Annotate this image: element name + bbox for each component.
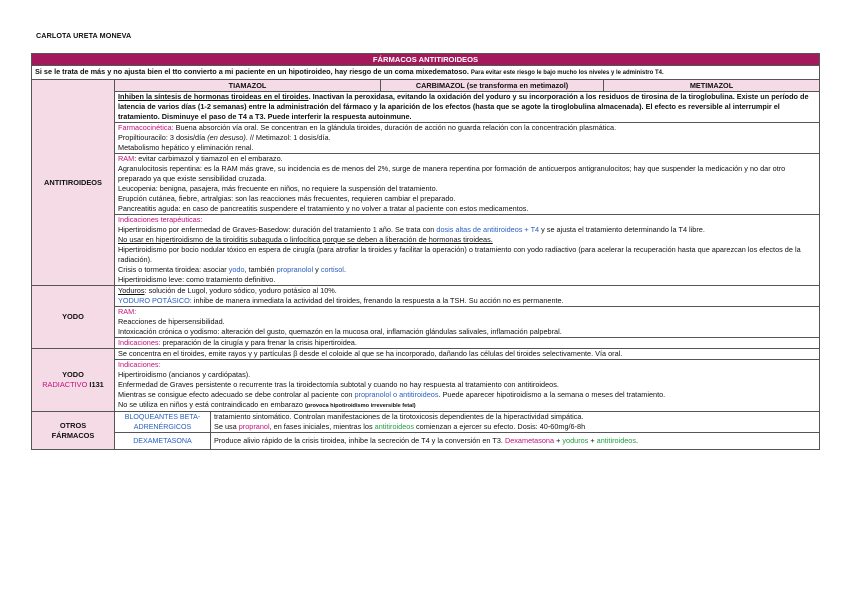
- yodo-rad-row-2: [32, 360, 820, 412]
- yodo-text: [115, 286, 820, 307]
- indic-line2: No usar en hipertiroidismo de la tiroiditis subaguda o linfocítica porque se deben a liberación de hormonas tiroideas.: [118, 235, 493, 244]
- column-carbimazol: CARBIMAZOL (se transforma en metimazol): [381, 80, 604, 92]
- beta-line2a: Se usa: [214, 422, 239, 431]
- yodo-row-2: [32, 307, 820, 338]
- indic-line4f: cortisol: [320, 265, 344, 274]
- yodo-line2b: inhibe de manera inmediata la actividad del tiroides, frenando la respuesta a la TSH. Su acción no es permanente.: [191, 296, 564, 305]
- dexa-word1: Dexametasona: [504, 436, 555, 445]
- pk-line2-italic: (en desuso): [207, 133, 246, 142]
- beta-blockers-text: [211, 412, 820, 433]
- otros-label1: OTROS: [59, 420, 87, 430]
- yodo-row-3: [32, 338, 820, 349]
- warning-text: [32, 66, 820, 80]
- yodo-line1a: Yoduros: [118, 286, 145, 295]
- yodo-rad-indic4a: No se utiliza en niños y está contraindicado en embarazo: [118, 400, 305, 409]
- yodo-rad-label1: YODO: [62, 370, 84, 379]
- table-title-row: [32, 54, 820, 66]
- yodo-rad-indic3a: Mientras se consigue efecto adecuado se debe controlar al paciente con: [118, 390, 355, 399]
- indic-line4b: yodo: [228, 265, 245, 274]
- ram-line2: Agranulocitosis repentina: es la RAM más grave, su incidencia es de menos del 2%, surge de manera repentina por formación de anticuerpos antigranulocitos; hay que suspender la medicación y no dar otro preparado ya que existe sensibilidad cruzada.: [118, 164, 786, 183]
- dexa-word3: antitiroideos: [596, 436, 637, 445]
- yodo-rad-indications: [115, 360, 820, 412]
- pk-line2a: Propiltiouracilo: 3 dosis/día: [118, 133, 208, 142]
- yodo-rad-indic3c: . Puede aparecer hipotiroidismo a la semana o meses del tratamiento.: [438, 390, 666, 399]
- yodo-rad-indic3b: propranolol o antitiroideos: [354, 390, 439, 399]
- yodo-row-1: [32, 286, 820, 307]
- yodo-indications-text: [115, 338, 820, 349]
- mechanism-row: [32, 92, 820, 123]
- beta-blockers-label: BLOQUEANTES BETA-ADRENÉRGICOS: [115, 412, 211, 433]
- dexa-line1: Produce alivio rápido de la crisis tiroidea, inhibe la secreción de T4 y la conversión en T3.: [214, 436, 505, 445]
- indic-line4e: y: [313, 265, 321, 274]
- yodo-rad-indic-label: Indicaciones:: [118, 360, 161, 369]
- beta-line2d: antitiroideos: [374, 422, 414, 431]
- otros-label2: FÁRMACOS: [51, 430, 95, 440]
- indic-line4d: propranolol: [276, 265, 314, 274]
- yodo-indic-label: Indicaciones:: [118, 338, 161, 347]
- indic-line4c: , también: [244, 265, 277, 274]
- yodo-ram-line1: Reacciones de hipersensibilidad.: [118, 317, 225, 326]
- yodo-rad-label3: I131: [87, 380, 104, 389]
- yodo-rad-row-1: [32, 349, 820, 360]
- beta-line2e: comienzan a ejercer su efecto. Dosis: 40-60mg/6-8h: [414, 422, 586, 431]
- pk-label: Farmacocinética:: [118, 123, 174, 132]
- mechanism-underlined: Inhiben la síntesis de hormonas tiroideas en el tiroides: [118, 92, 309, 101]
- ram-text: [115, 154, 820, 215]
- dexametasona-text: [211, 433, 820, 450]
- drug-columns-row: [32, 80, 820, 92]
- ram-line3: Leucopenia: benigna, pasajera, más frecuente en niños, no requiere la suspensión del tratamiento.: [118, 184, 438, 193]
- indications-label: Indicaciones terapéuticas:: [118, 215, 203, 224]
- otros-row-2: [32, 433, 820, 450]
- indic-line1b: dosis altas de antitiroideos + T4: [436, 225, 540, 234]
- indic-line4a: Crisis o tormenta tiroidea: asociar: [118, 265, 229, 274]
- beta-line1: tratamiento sintomático. Controlan manifestaciones de la tirotoxicosis dependientes de la hiperactividad simpática.: [214, 412, 584, 421]
- yodo-rad-indic2: Enfermedad de Graves persistente o recurrente tras la tiroidectomía subtotal y cuando no hay respuesta al tratamiento con antitiroideos.: [118, 380, 559, 389]
- section-label-yodo-radiactivo: [32, 349, 115, 412]
- warning-row: [32, 66, 820, 80]
- column-metimazol: METIMAZOL: [604, 80, 820, 92]
- warning-main: Si se le trata de más y no ajusta bien el tto convierto a mi paciente en un hipotiroideo, hay riesgo de un coma mixedematoso.: [35, 67, 469, 76]
- mechanism-text: [115, 92, 820, 123]
- beta-line2c: , en fases iniciales, mientras los: [269, 422, 375, 431]
- yodo-rad-indic1: Hipertiroidismo (ancianos y cardiópatas).: [118, 370, 251, 379]
- section-label-yodo: YODO: [32, 286, 115, 349]
- dexa-word2: yoduros: [562, 436, 589, 445]
- yodo-ram-label: RAM:: [118, 307, 137, 316]
- mechanism-body: . Inactivan la peroxidasa, evitando la oxidación del yoduro y su incorporación a los residuos de tirosina de la tiroglobulina. Existe un período de latencia de varios días (1-2 semanas) entre la administración del fármaco y la aparición de los efectos (hasta que se agote la tiroglobulina almacenada). El efecto es reversible al interrumpir el tratamiento. Disminuye el paso de T4 a T3. Puede interferir la respuesta autoinmune.: [118, 92, 809, 121]
- ram-row: [32, 154, 820, 215]
- pharmacokinetics-text: [115, 123, 820, 154]
- ram-line5: Pancreatitis aguda: en caso de pancreatitis suspendere el tratamiento y no volver a tratar al paciente con estos medicamentos.: [118, 204, 529, 213]
- indic-line5: Hipertiroidismo leve: como tratamiento definitivo.: [118, 275, 276, 284]
- pharmacokinetics-row: [32, 123, 820, 154]
- ram-line1: : evitar carbimazol y tiamazol en el embarazo.: [134, 154, 283, 163]
- yodo-rad-text: Se concentra en el tiroides, emite rayos γ y partículas β desde el coloide al que se ha incorporado, dañando las células del tiroides selectivamente. Vía oral.: [115, 349, 820, 360]
- warning-small: Para evitar este riesgo le bajo mucho los niveles y le administro T4.: [470, 70, 664, 76]
- author-name: CARLOTA URETA MONEVA: [36, 31, 132, 40]
- yodo-ram-line2: Intoxicación crónica o yodismo: alteración del gusto, quemazón en la mucosa oral, inflamación glándulas salivales, inflamación palpebral.: [118, 327, 562, 336]
- yodo-rad-indic4b: (provoca hipotiroidismo irreversible fetal): [305, 403, 416, 409]
- dexa-plus2: +: [588, 436, 597, 445]
- beta-line2b: propranol: [238, 422, 270, 431]
- indic-line1a: Hipertiroidismo por enfermedad de Graves-Basedow: duración del tratamiento 1 año. Se trata con: [118, 225, 437, 234]
- dexametasona-label: DEXAMETASONA: [115, 433, 211, 450]
- pk-line2b: . // Metimazol: 1 dosis/día.: [245, 133, 331, 142]
- yodo-ram-text: [115, 307, 820, 338]
- yodo-rad-label2: RADIACTIVO: [42, 380, 88, 389]
- pk-line1: Buena absorción vía oral. Se concentran en la glándula tiroides, duración de acción no guarda relación con la concentración plasmática.: [173, 123, 617, 132]
- indic-line4g: .: [343, 265, 346, 274]
- ram-line4: Erupción cutánea, fiebre, artralgias: son las reacciones más frecuentes, requieren cambiar el preparado.: [118, 194, 456, 203]
- indic-line3: Hipertiroidismo por bocio nodular tóxico en espera de cirugía (para atrofiar la tiroides y facilitar la operación) o tratamiento con yodo radiactivo (para acelerar la recuperación hasta que aparezcan los efectos de la radiación).: [118, 245, 801, 264]
- dexa-plus1: +: [554, 436, 563, 445]
- indic-line1c: y se ajusta el tratamiento determinando la T4 libre.: [539, 225, 705, 234]
- table-title: FÁRMACOS ANTITIROIDEOS: [32, 54, 820, 66]
- otros-row-1: [32, 412, 820, 433]
- dexa-end: .: [636, 436, 639, 445]
- yodo-line2a: YODURO POTÁSICO:: [118, 296, 192, 305]
- pk-line3: Metabolismo hepático y eliminación renal.: [118, 143, 254, 152]
- antithyroid-drugs-table: [31, 53, 820, 450]
- section-label-otros: [32, 412, 115, 450]
- ram-label: RAM: [118, 154, 135, 163]
- indications-row: [32, 215, 820, 286]
- section-label-antitiroideos: ANTITIROIDEOS: [32, 80, 115, 286]
- yodo-line1b: : solución de Lugol, yoduro sódico, yoduro potásico al 10%.: [144, 286, 337, 295]
- column-tiamazol: TIAMAZOL: [115, 80, 381, 92]
- indications-text: [115, 215, 820, 286]
- yodo-indic-body: preparación de la cirugía y para frenar la crisis hipertiroidea.: [160, 338, 357, 347]
